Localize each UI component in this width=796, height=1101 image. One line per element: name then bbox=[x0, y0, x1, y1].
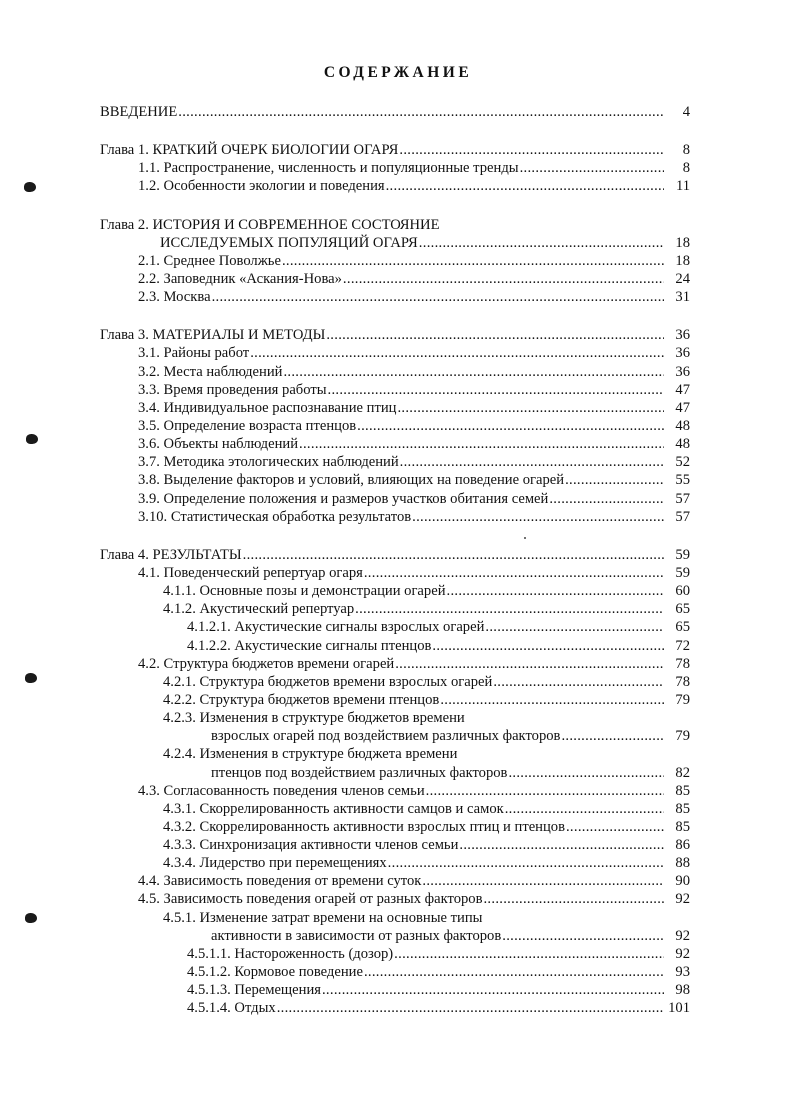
toc-entry-text: 3.3. Время проведения работы bbox=[138, 381, 327, 398]
toc-entry[interactable] bbox=[100, 363, 690, 381]
toc-entry-page: 59 bbox=[675, 546, 690, 563]
scan-artifact-dot bbox=[524, 537, 526, 539]
toc-entry-text: 2.1. Среднее Поволжье bbox=[138, 252, 281, 269]
toc-entry-text: 2.2. Заповедник «Аскания-Нова» bbox=[138, 270, 342, 287]
toc-entry-text: 3.2. Места наблюдений bbox=[138, 363, 283, 380]
toc-entry-page: 85 bbox=[675, 818, 690, 835]
toc-entry[interactable] bbox=[100, 800, 690, 818]
toc-entry-text: 3.10. Статистическая обработка результатов bbox=[138, 508, 412, 525]
toc-entry-text: 1.1. Распространение, численность и популяционные тренды bbox=[138, 160, 519, 177]
page-title: СОДЕРЖАНИЕ bbox=[323, 64, 473, 81]
toc-entry-page: 78 bbox=[675, 673, 690, 690]
toc-entry-text: 4.3.1. Скоррелированность активности самцов и самок bbox=[163, 800, 504, 817]
toc-entry-text: ИССЛЕДУЕМЫХ ПОПУЛЯЦИЙ ОГАРЯ bbox=[160, 234, 418, 251]
toc-entry-text: активности в зависимости от разных факторов bbox=[211, 927, 502, 944]
toc-entry-page: 92 bbox=[675, 927, 690, 944]
toc-entry-page: 79 bbox=[675, 691, 690, 708]
toc-group-chapter-4 bbox=[100, 546, 690, 1018]
toc-entry-text: 4.5.1.2. Кормовое поведение bbox=[187, 964, 363, 981]
toc-entry[interactable] bbox=[100, 927, 690, 945]
toc-entry-text: 4.1. Поведенческий репертуар огаря bbox=[138, 564, 363, 581]
toc-entry-page: 92 bbox=[675, 891, 690, 908]
toc-entry[interactable] bbox=[100, 399, 690, 417]
toc-entry[interactable] bbox=[100, 945, 690, 963]
toc-entry-text: 4.4. Зависимость поведения от времени суток bbox=[138, 873, 422, 890]
toc-entry[interactable] bbox=[100, 709, 690, 727]
toc-entry-page: 59 bbox=[675, 564, 690, 581]
toc-entry-page: 11 bbox=[675, 178, 690, 195]
toc-entry-text: 4.2. Структура бюджетов времени огарей bbox=[138, 655, 395, 672]
toc-entry-page: 36 bbox=[675, 345, 690, 362]
toc-entry[interactable] bbox=[100, 691, 690, 709]
toc-entry[interactable] bbox=[100, 836, 690, 854]
toc-entry-text: 4.5. Зависимость поведения огарей от разных факторов bbox=[138, 891, 483, 908]
toc-entry[interactable] bbox=[100, 999, 690, 1017]
toc-entry-page: 65 bbox=[675, 601, 690, 618]
toc-entry-page: 4 bbox=[682, 104, 690, 120]
toc-entry[interactable] bbox=[100, 234, 690, 252]
toc-entry-page: 79 bbox=[675, 728, 690, 745]
toc-entry[interactable] bbox=[100, 782, 690, 800]
toc-entry-page: 36 bbox=[675, 327, 690, 344]
toc-entry[interactable] bbox=[100, 103, 690, 121]
toc-group-chapter-1 bbox=[100, 141, 690, 195]
toc-entry-page: 85 bbox=[675, 800, 690, 817]
toc-entry-text: Глава 1. КРАТКИЙ ОЧЕРК БИОЛОГИИ ОГАРЯ bbox=[100, 142, 399, 159]
toc-entry-text: 4.1.2.1. Акустические сигналы взрослых огарей bbox=[187, 619, 485, 636]
toc-entry-page: 78 bbox=[675, 655, 690, 672]
toc-entry-text: Глава 3. МАТЕРИАЛЫ И МЕТОДЫ bbox=[100, 327, 326, 344]
toc-entry[interactable] bbox=[100, 890, 690, 908]
toc-entry-page: 98 bbox=[675, 982, 690, 999]
toc-entry[interactable] bbox=[100, 453, 690, 471]
toc-entry-text: 4.1.2.2. Акустические сигналы птенцов bbox=[187, 637, 432, 654]
toc-entry[interactable] bbox=[100, 872, 690, 890]
toc-entry-page: 24 bbox=[675, 270, 690, 287]
toc-group-chapter-2 bbox=[100, 216, 690, 307]
toc-entry-text: ВВЕДЕНИЕ bbox=[100, 104, 178, 120]
toc-entry-page: 8 bbox=[682, 142, 690, 159]
toc-entry-page: 31 bbox=[675, 289, 690, 306]
toc-entry[interactable] bbox=[100, 435, 690, 453]
toc-entry[interactable] bbox=[100, 582, 690, 600]
toc-entry-text: 1.2. Особенности экологии и поведения bbox=[138, 178, 385, 195]
toc-entry-text: 4.5.1.1. Настороженность (дозор) bbox=[187, 945, 394, 962]
toc-entry[interactable] bbox=[100, 981, 690, 999]
toc-entry-text: 4.3.2. Скоррелированность активности взрослых птиц и птенцов bbox=[163, 818, 565, 835]
toc-entry-text: 4.5.1.3. Перемещения bbox=[187, 982, 321, 999]
toc-entry-text: 3.6. Объекты наблюдений bbox=[138, 436, 299, 453]
toc-entry-page: 72 bbox=[675, 637, 690, 654]
toc-entry[interactable] bbox=[100, 381, 690, 399]
toc-entry[interactable] bbox=[100, 288, 690, 306]
toc-entry-page: 90 bbox=[675, 873, 690, 890]
toc-entry-text: 4.5.1.4. Отдых bbox=[187, 1000, 276, 1017]
toc-entry-page: 48 bbox=[675, 417, 690, 434]
toc-entry[interactable] bbox=[100, 270, 690, 288]
toc-entry-text: 2.3. Москва bbox=[138, 289, 211, 306]
toc-entry-text: 4.3.3. Синхронизация активности членов семьи bbox=[163, 837, 459, 854]
toc-entry-page: 93 bbox=[675, 964, 690, 981]
toc-entry-text: 4.3. Согласованность поведения членов семьи bbox=[138, 782, 425, 799]
toc-entry[interactable] bbox=[100, 564, 690, 582]
toc-entry-text: 3.5. Определение возраста птенцов bbox=[138, 417, 357, 434]
toc-entry[interactable] bbox=[100, 963, 690, 981]
toc-entry-text: взрослых огарей под воздействием различных факторов bbox=[211, 728, 561, 745]
toc-entry-page: 18 bbox=[675, 234, 690, 251]
toc-entry-page: 92 bbox=[675, 945, 690, 962]
toc-entry[interactable] bbox=[100, 141, 690, 159]
toc-entry-page: 57 bbox=[675, 508, 690, 525]
toc-entry-text: 3.9. Определение положения и размеров участков обитания семей bbox=[138, 490, 549, 507]
toc-entry-page: 57 bbox=[675, 490, 690, 507]
toc-entry-page: 47 bbox=[675, 381, 690, 398]
toc-entry-text: 3.8. Выделение факторов и условий, влияющих на поведение огарей bbox=[138, 472, 565, 489]
toc-entry[interactable] bbox=[100, 177, 690, 195]
toc-entry-page: 88 bbox=[675, 855, 690, 872]
toc-entry-page: 86 bbox=[675, 837, 690, 854]
table-of-contents bbox=[100, 103, 690, 1017]
toc-entry-text: 4.2.2. Структура бюджетов времени птенцов bbox=[163, 691, 440, 708]
toc-entry[interactable] bbox=[100, 326, 690, 344]
toc-group-introduction bbox=[100, 103, 690, 121]
toc-entry[interactable] bbox=[100, 727, 690, 745]
toc-entry[interactable] bbox=[100, 216, 690, 234]
toc-entry[interactable] bbox=[100, 637, 690, 655]
toc-entry-text: птенцов под воздействием различных факторов bbox=[211, 764, 508, 781]
toc-entry-page: 47 bbox=[675, 399, 690, 416]
toc-entry[interactable] bbox=[100, 854, 690, 872]
toc-entry[interactable] bbox=[100, 745, 690, 763]
toc-entry-text: 3.7. Методика этологических наблюдений bbox=[138, 454, 399, 471]
toc-entry-page: 48 bbox=[675, 436, 690, 453]
scan-artifact-mark bbox=[26, 434, 38, 444]
toc-entry-text: 3.1. Районы работ bbox=[138, 345, 250, 362]
toc-entry[interactable] bbox=[100, 417, 690, 435]
toc-entry[interactable] bbox=[100, 344, 690, 362]
toc-entry-page: 18 bbox=[675, 252, 690, 269]
scan-artifact-mark bbox=[25, 673, 37, 683]
toc-entry-text: 4.5.1. Изменение затрат времени на основные типы bbox=[163, 909, 483, 926]
toc-entry[interactable] bbox=[100, 655, 690, 673]
toc-entry-text: 4.2.1. Структура бюджетов времени взрослых огарей bbox=[163, 673, 493, 690]
toc-entry[interactable] bbox=[100, 600, 690, 618]
toc-entry[interactable] bbox=[100, 490, 690, 508]
toc-entry-text: Глава 2. ИСТОРИЯ И СОВРЕМЕННОЕ СОСТОЯНИЕ bbox=[100, 216, 440, 233]
scan-artifact-mark bbox=[25, 913, 37, 923]
toc-entry-page: 52 bbox=[675, 454, 690, 471]
toc-entry-page: 85 bbox=[675, 782, 690, 799]
toc-entry-page: 55 bbox=[675, 472, 690, 489]
toc-entry[interactable] bbox=[100, 471, 690, 489]
toc-entry[interactable] bbox=[100, 673, 690, 691]
toc-entry[interactable] bbox=[100, 546, 690, 564]
toc-group-chapter-3 bbox=[100, 326, 690, 526]
scan-artifact-mark bbox=[24, 182, 36, 192]
toc-entry-page: 82 bbox=[675, 764, 690, 781]
toc-entry[interactable] bbox=[100, 508, 690, 526]
toc-entry[interactable] bbox=[100, 618, 690, 636]
toc-entry-page: 65 bbox=[675, 619, 690, 636]
toc-entry-text: 4.1.2. Акустический репертуар bbox=[163, 601, 355, 618]
toc-entry[interactable] bbox=[100, 764, 690, 782]
toc-entry-page: 101 bbox=[668, 1000, 690, 1017]
toc-entry-text: 4.1.1. Основные позы и демонстрации огарей bbox=[163, 583, 446, 600]
toc-entry-text: 4.3.4. Лидерство при перемещениях bbox=[163, 855, 387, 872]
toc-entry-text: 3.4. Индивидуальное распознавание птиц bbox=[138, 399, 397, 416]
toc-entry-text: 4.2.4. Изменения в структуре бюджета времени bbox=[163, 746, 458, 763]
toc-entry-page: 60 bbox=[675, 583, 690, 600]
toc-entry-text: 4.2.3. Изменения в структуре бюджетов времени bbox=[163, 710, 465, 727]
toc-entry[interactable] bbox=[100, 818, 690, 836]
toc-entry-text: Глава 4. РЕЗУЛЬТАТЫ bbox=[100, 546, 242, 563]
toc-entry[interactable] bbox=[100, 909, 690, 927]
toc-entry[interactable] bbox=[100, 159, 690, 177]
toc-entry[interactable] bbox=[100, 252, 690, 270]
toc-entry-page: 8 bbox=[682, 160, 690, 177]
toc-entry-page: 36 bbox=[675, 363, 690, 380]
